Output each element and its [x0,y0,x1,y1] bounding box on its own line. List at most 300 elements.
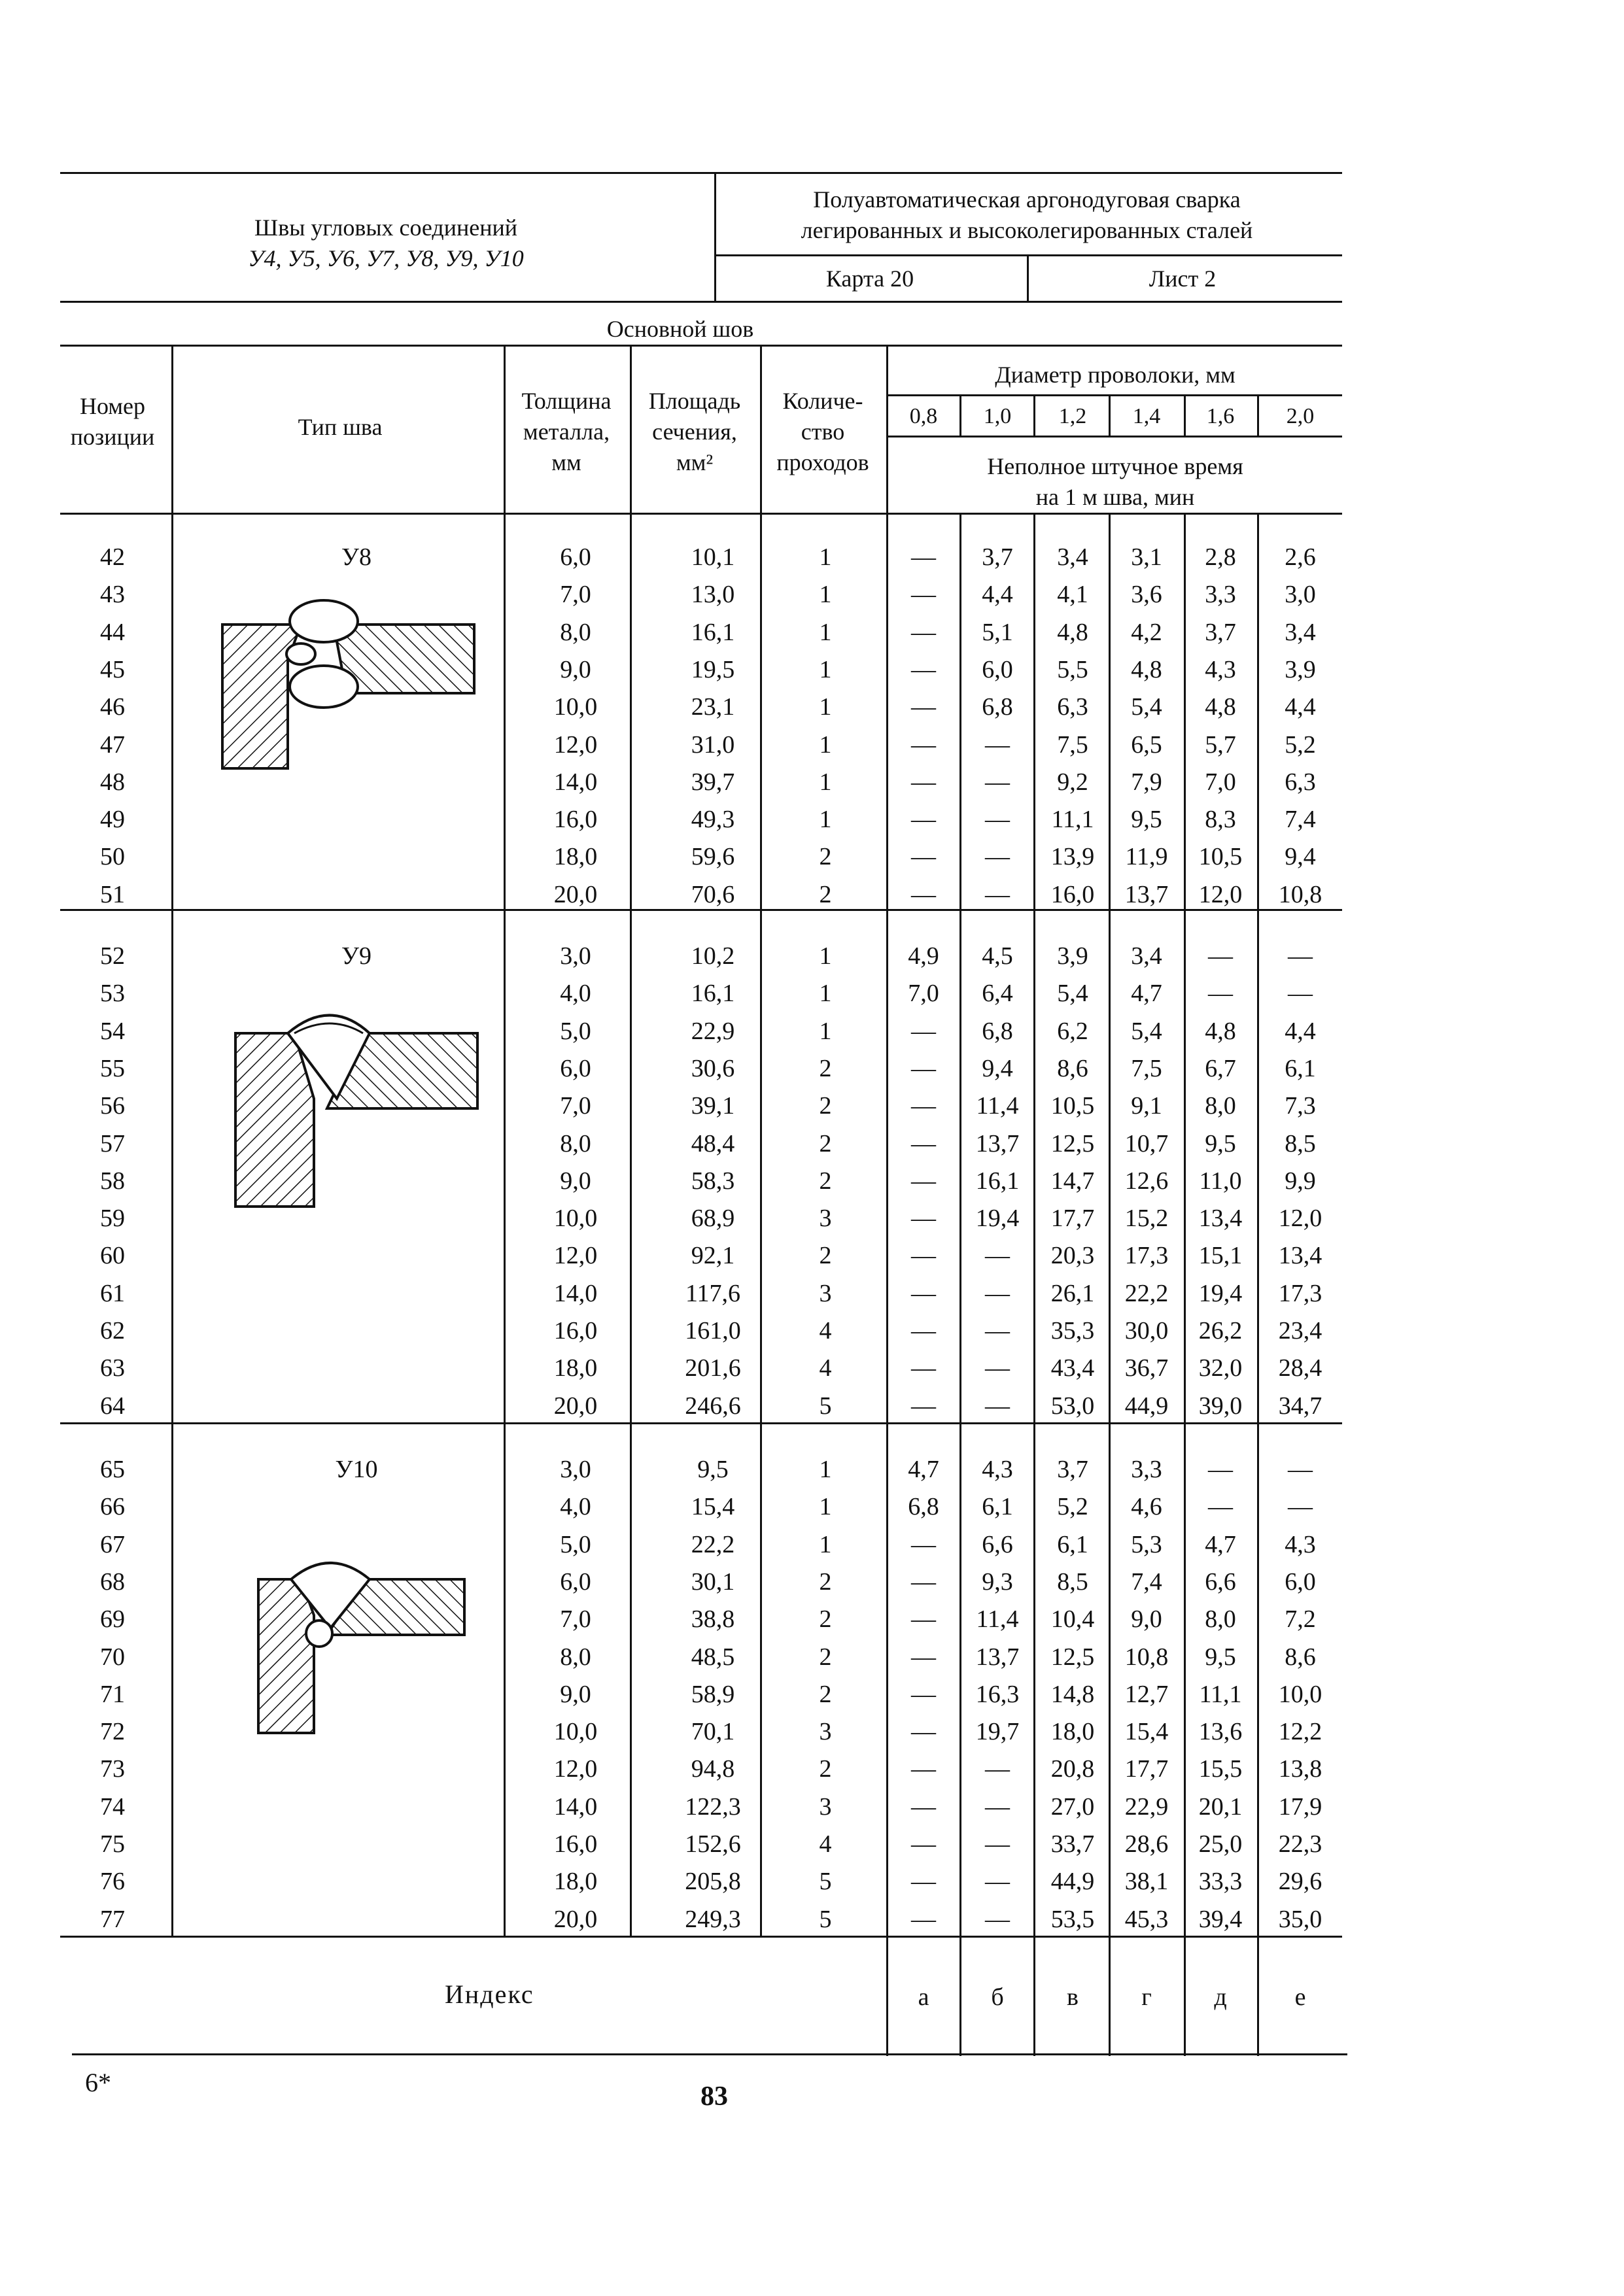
table-cell: 14,7 [1050,1167,1095,1195]
table-cell: 48,4 [691,1129,735,1157]
table-cell: 4,7 [908,1456,939,1483]
col-thickness-line2: металла, [523,418,610,445]
table-cell: 20,0 [553,1392,598,1420]
body-col-sep-9 [1184,513,1186,2056]
footer-signature: 6* [85,2068,111,2097]
body-bottom-rule [60,1936,1342,1938]
table-cell: 16,0 [1050,880,1095,908]
table-cell: 2 [819,1129,832,1157]
table-cell: 70,1 [691,1718,735,1746]
table-cell: 34,7 [1278,1392,1322,1420]
table-cell: 17,7 [1124,1755,1169,1783]
col-sep-3 [630,345,632,515]
row-position: 54 [100,1017,125,1045]
table-cell: 22,2 [691,1530,735,1558]
table-cell: 20,0 [553,880,598,908]
col-thickness-line1: Толщина [521,388,612,414]
table-cell: 4,4 [1285,1017,1316,1045]
table-cell: 22,3 [1278,1830,1322,1858]
body-col-sep-6 [959,513,961,2056]
table-cell: 15,4 [1124,1718,1169,1746]
table-cell: 3,6 [1131,581,1162,609]
body-col-sep-4 [760,513,762,1938]
table-cell: 8,0 [1205,1092,1236,1120]
table-cell: 4,9 [908,942,939,970]
table-cell: 9,5 [1205,1643,1236,1671]
table-cell: 38,1 [1124,1868,1169,1896]
table-cell: 11,4 [976,1092,1019,1120]
table-cell: 9,5 [1205,1129,1236,1157]
table-cell: 2 [819,1167,832,1195]
table-cell: 2 [819,1054,832,1082]
row-position: 65 [100,1456,125,1483]
table-cell: 35,3 [1050,1317,1095,1345]
table-cell: 14,0 [553,1792,598,1821]
header-right-line1: Полуавтоматическая аргонодуговая сварка [813,186,1241,213]
table-cell: 9,1 [1131,1092,1162,1120]
table-cell: 1 [819,693,832,721]
table-cell: 2 [819,1092,832,1120]
table-cell: 39,4 [1198,1905,1243,1933]
table-cell: 3 [819,1718,832,1746]
table-cell: 19,4 [1198,1279,1243,1307]
row-position: 70 [100,1643,125,1671]
table-cell: 4,4 [982,581,1013,609]
table-cell: 30,0 [1124,1317,1169,1345]
table-cell: 18,0 [553,1354,598,1382]
table-cell: 12,0 [1198,880,1243,908]
table-cell: 6,8 [982,693,1013,721]
row-position: 50 [100,843,125,871]
table-cell: 13,7 [975,1129,1020,1157]
table-cell: — [911,880,936,908]
table-cell: 11,9 [1125,843,1168,871]
table-cell: — [911,543,936,571]
table-cell: 3,0 [1285,581,1316,609]
row-position: 76 [100,1868,125,1896]
table-cell: 12,0 [553,730,598,759]
body-col-sep-1 [171,513,173,1938]
table-cell: 152,6 [685,1830,741,1858]
header-left-line1: Швы угловых соединений [254,214,518,241]
table-cell: 35,0 [1278,1905,1322,1933]
table-cell: 6,8 [982,1017,1013,1045]
table-cell: — [985,1279,1010,1307]
table-cell: 3 [819,1279,832,1307]
table-cell: 29,6 [1278,1868,1322,1896]
table-cell: 2 [819,1568,832,1596]
diam-sep-3 [1109,394,1111,437]
table-cell: — [911,1242,936,1270]
col-passes-line3: проходов [776,449,869,475]
table-cell: 10,2 [691,942,735,970]
table-cell: 12,5 [1050,1643,1095,1671]
table-cell: 5 [819,1905,832,1933]
table-cell: 1 [819,618,832,646]
row-position: 56 [100,1092,125,1120]
table-cell: 4,3 [1205,655,1236,683]
header-left-title [248,213,524,274]
row-position: 63 [100,1354,125,1382]
table-cell: 9,9 [1285,1167,1316,1195]
row-position: 67 [100,1530,125,1558]
row-position: 55 [100,1054,125,1082]
table-cell: — [985,806,1010,834]
col-passes-line1: Количе- [782,388,863,414]
table-cell: 3 [819,1205,832,1233]
table-cell: 4 [819,1354,832,1382]
table-cell: 11,4 [976,1605,1019,1634]
row-position: 48 [100,768,125,796]
table-cell: 92,1 [691,1242,735,1270]
index-value: б [991,1983,1004,2011]
table-cell: — [911,1205,936,1233]
table-cell: — [985,1792,1010,1821]
table-cell: 31,0 [691,730,735,759]
table-cell: 30,1 [691,1568,735,1596]
table-cell: 16,1 [975,1167,1020,1195]
table-cell: 1 [819,806,832,834]
table-cell: 27,0 [1050,1792,1095,1821]
table-cell: 70,6 [691,880,735,908]
table-cell: 6,0 [982,655,1013,683]
table-cell: 1 [819,768,832,796]
table-cell: — [911,1354,936,1382]
table-cell: 25,0 [1198,1830,1243,1858]
table-cell: — [911,1530,936,1558]
table-cell: 5,2 [1057,1493,1088,1521]
table-cell: 10,8 [1124,1643,1169,1671]
body-col-sep-8 [1109,513,1111,2056]
table-cell: 6,1 [982,1493,1013,1521]
table-cell: — [911,1017,936,1045]
table-cell: 12,7 [1124,1680,1169,1708]
col-position-line2: позиции [70,423,155,450]
table-cell: 10,7 [1124,1129,1169,1157]
table-cell: 6,0 [560,1568,591,1596]
table-cell: 28,6 [1124,1830,1169,1858]
seam-type-label: У9 [341,942,371,970]
table-cell: 7,0 [560,1605,591,1634]
table-cell: 5,0 [560,1017,591,1045]
table-cell: — [911,1792,936,1821]
table-cell: 8,0 [560,1129,591,1157]
table-cell: 10,4 [1050,1605,1095,1634]
table-cell: 4,3 [982,1456,1013,1483]
table-cell: 14,8 [1050,1680,1095,1708]
table-cell: 16,0 [553,806,598,834]
col-time-line1: Неполное штучное время [987,453,1243,479]
table-cell: 11,0 [1199,1167,1242,1195]
table-cell: — [1208,942,1233,970]
header-divider [714,172,716,303]
table-cell: 12,0 [1278,1205,1322,1233]
table-cell: — [911,1167,936,1195]
table-cell: 39,7 [691,768,735,796]
table-cell: 4,7 [1205,1530,1236,1558]
table-cell: 7,3 [1285,1092,1316,1120]
table-cell: 1 [819,1017,832,1045]
table-cell: 3,7 [982,543,1013,571]
table-cell: — [911,1279,936,1307]
table-cell: 30,6 [691,1054,735,1082]
table-cell: 7,2 [1285,1605,1316,1634]
table-cell: 7,9 [1131,768,1162,796]
table-cell: 16,3 [975,1680,1020,1708]
table-cell: 26,2 [1198,1317,1243,1345]
table-cell: 59,6 [691,843,735,871]
table-cell: 6,3 [1285,768,1316,796]
table-cell: — [911,693,936,721]
index-value: д [1214,1983,1227,2011]
table-cell: 6,6 [982,1530,1013,1558]
col-sep-5 [886,345,888,515]
table-cell: 5,4 [1057,980,1088,1008]
table-cell: — [911,843,936,871]
row-position: 59 [100,1205,125,1233]
table-cell: — [911,1054,936,1082]
table-cell: 249,3 [685,1905,741,1933]
row-position: 73 [100,1755,125,1783]
table-cell: 10,5 [1198,843,1243,871]
table-cell: 5,7 [1205,730,1236,759]
table-cell: 15,2 [1124,1205,1169,1233]
table-cell: 5,4 [1131,693,1162,721]
table-cell: — [911,1129,936,1157]
row-position: 69 [100,1605,125,1634]
table-cell: — [985,1755,1010,1783]
table-cell: 45,3 [1124,1905,1169,1933]
table-cell: 1 [819,543,832,571]
table-cell: 11,1 [1199,1680,1242,1708]
table-top-rule [60,345,1342,347]
table-cell: — [911,581,936,609]
col-area-line2: сечения, [652,418,737,445]
row-position: 77 [100,1905,125,1933]
table-cell: — [911,618,936,646]
index-value: е [1294,1983,1306,2011]
table-cell: 1 [819,1493,832,1521]
table-cell: 161,0 [685,1317,741,1345]
col-sep-1 [171,345,173,515]
row-position: 46 [100,693,125,721]
table-cell: 7,0 [560,1092,591,1120]
table-cell: 9,0 [560,1680,591,1708]
table-cell: 9,5 [1131,806,1162,834]
table-cell: 18,0 [1050,1718,1095,1746]
diameter-label: 2,0 [1286,404,1315,428]
table-cell: — [1288,1456,1313,1483]
table-cell: 2 [819,843,832,871]
table-cell: 26,1 [1050,1279,1095,1307]
table-cell: 4,5 [982,942,1013,970]
row-position: 44 [100,618,125,646]
table-cell: 3,4 [1285,618,1316,646]
table-cell: 12,0 [553,1242,598,1270]
diam-sep-5 [1257,394,1259,437]
section-title: Основной шов [606,316,754,342]
table-cell: — [1208,980,1233,1008]
table-cell: 2 [819,1605,832,1634]
table-cell: 15,5 [1198,1755,1243,1783]
table-cell: 7,5 [1057,730,1088,759]
table-cell: — [911,1568,936,1596]
table-cell: 15,1 [1198,1242,1243,1270]
row-position: 60 [100,1242,125,1270]
table-cell: 5,3 [1131,1530,1162,1558]
table-cell: 1 [819,730,832,759]
table-cell: — [911,1905,936,1933]
table-cell: 19,4 [975,1205,1020,1233]
table-cell: 6,2 [1057,1017,1088,1045]
table-cell: 7,0 [560,581,591,609]
table-cell: 39,1 [691,1092,735,1120]
table-cell: 17,9 [1278,1792,1322,1821]
table-cell: 13,7 [1124,880,1169,908]
diameter-label: 1,2 [1058,404,1087,428]
row-position: 43 [100,581,125,609]
table-cell: 2 [819,1643,832,1671]
diameter-label: 1,4 [1132,404,1161,428]
table-cell: 23,1 [691,693,735,721]
row-position: 72 [100,1718,125,1746]
row-position: 47 [100,730,125,759]
table-cell: 1 [819,655,832,683]
table-cell: 4,7 [1131,980,1162,1008]
table-cell: 5,5 [1057,655,1088,683]
table-cell: 4,3 [1285,1530,1316,1558]
table-cell: 58,3 [691,1167,735,1195]
table-cell: 28,4 [1278,1354,1322,1382]
col-header-area [649,386,740,477]
table-cell: 23,4 [1278,1317,1322,1345]
group-separator-1 [60,909,1342,911]
table-cell: 10,0 [553,693,598,721]
col-header-diameter: Диаметр проволоки, мм [995,362,1235,388]
seam-diagram-u9 [222,1007,497,1229]
sheet-number: Лист 2 [1149,266,1217,292]
table-cell: 22,9 [691,1017,735,1045]
row-position: 57 [100,1129,125,1157]
row-position: 62 [100,1317,125,1345]
table-cell: 7,0 [1205,768,1236,796]
col-area-line3: мм² [676,449,714,475]
table-cell: 13,6 [1198,1718,1243,1746]
table-cell: 9,0 [560,655,591,683]
table-cell: 7,5 [1131,1054,1162,1082]
table-cell: 20,8 [1050,1755,1095,1783]
table-cell: 3,1 [1131,543,1162,571]
table-cell: 1 [819,980,832,1008]
index-label: Индекс [445,1979,534,2009]
table-cell: 10,5 [1050,1092,1095,1120]
index-value: г [1141,1983,1152,2011]
table-cell: 9,4 [1285,843,1316,871]
table-cell: 5 [819,1868,832,1896]
page-number: 83 [700,2082,728,2112]
table-cell: — [985,1868,1010,1896]
table-cell: 44,9 [1050,1868,1095,1896]
table-cell: — [985,768,1010,796]
table-cell: 8,3 [1205,806,1236,834]
table-cell: 22,9 [1124,1792,1169,1821]
table-cell: 13,9 [1050,843,1095,871]
col-position-line1: Номер [79,393,146,419]
table-cell: 38,8 [691,1605,735,1634]
table-cell: 17,7 [1050,1205,1095,1233]
table-cell: 8,6 [1057,1054,1088,1082]
table-cell: 122,3 [685,1792,741,1821]
row-position: 71 [100,1680,125,1708]
table-cell: 3 [819,1792,832,1821]
table-cell: 3,7 [1057,1456,1088,1483]
table-cell: 6,4 [982,980,1013,1008]
table-cell: 2,6 [1285,543,1316,571]
table-cell: 12,5 [1050,1129,1095,1157]
table-cell: 20,1 [1198,1792,1243,1821]
table-cell: — [985,1905,1010,1933]
table-cell: — [911,730,936,759]
table-cell: — [985,1830,1010,1858]
col-header-time [987,451,1243,513]
table-cell: 3,7 [1205,618,1236,646]
header-right-line2: легированных и высоколегированных сталей [801,216,1253,243]
table-cell: 10,0 [553,1205,598,1233]
table-cell: — [1288,980,1313,1008]
table-cell: — [1208,1456,1233,1483]
col-sep-4 [760,345,762,515]
row-position: 53 [100,980,125,1008]
table-cell: 4,8 [1131,655,1162,683]
table-cell: 7,0 [908,980,939,1008]
index-value: в [1067,1983,1079,2011]
col-header-position [71,391,155,453]
table-cell: 4,4 [1285,693,1316,721]
row-position: 51 [100,880,125,908]
col-header-passes [776,386,869,477]
bottom-rule [72,2053,1347,2055]
table-cell: 10,1 [691,543,735,571]
table-cell: 17,3 [1124,1242,1169,1270]
table-cell: 17,3 [1278,1279,1322,1307]
table-cell: 16,0 [553,1830,598,1858]
table-cell: 16,0 [553,1317,598,1345]
header-card-divider [1027,254,1029,303]
table-header-bottom-rule [60,513,1342,515]
table-cell: 8,0 [1205,1605,1236,1634]
seam-type-label: У8 [341,543,371,571]
table-cell: — [911,1680,936,1708]
table-cell: 19,7 [975,1718,1020,1746]
table-cell: 201,6 [685,1354,741,1382]
table-cell: 22,2 [1124,1279,1169,1307]
header-left-line2: У4, У5, У6, У7, У8, У9, У10 [248,245,524,271]
row-position: 61 [100,1279,125,1307]
table-cell: 1 [819,1456,832,1483]
table-cell: — [911,1868,936,1896]
table-cell: — [911,806,936,834]
table-cell: 6,1 [1057,1530,1088,1558]
table-cell: 4,8 [1057,618,1088,646]
table-cell: 5 [819,1392,832,1420]
row-position: 66 [100,1493,125,1521]
table-cell: 4,8 [1205,1017,1236,1045]
table-cell: — [1208,1493,1233,1521]
col-header-thickness [521,386,611,477]
table-cell: 32,0 [1198,1354,1243,1382]
table-cell: 14,0 [553,768,598,796]
diameter-rule-bottom [886,436,1342,437]
